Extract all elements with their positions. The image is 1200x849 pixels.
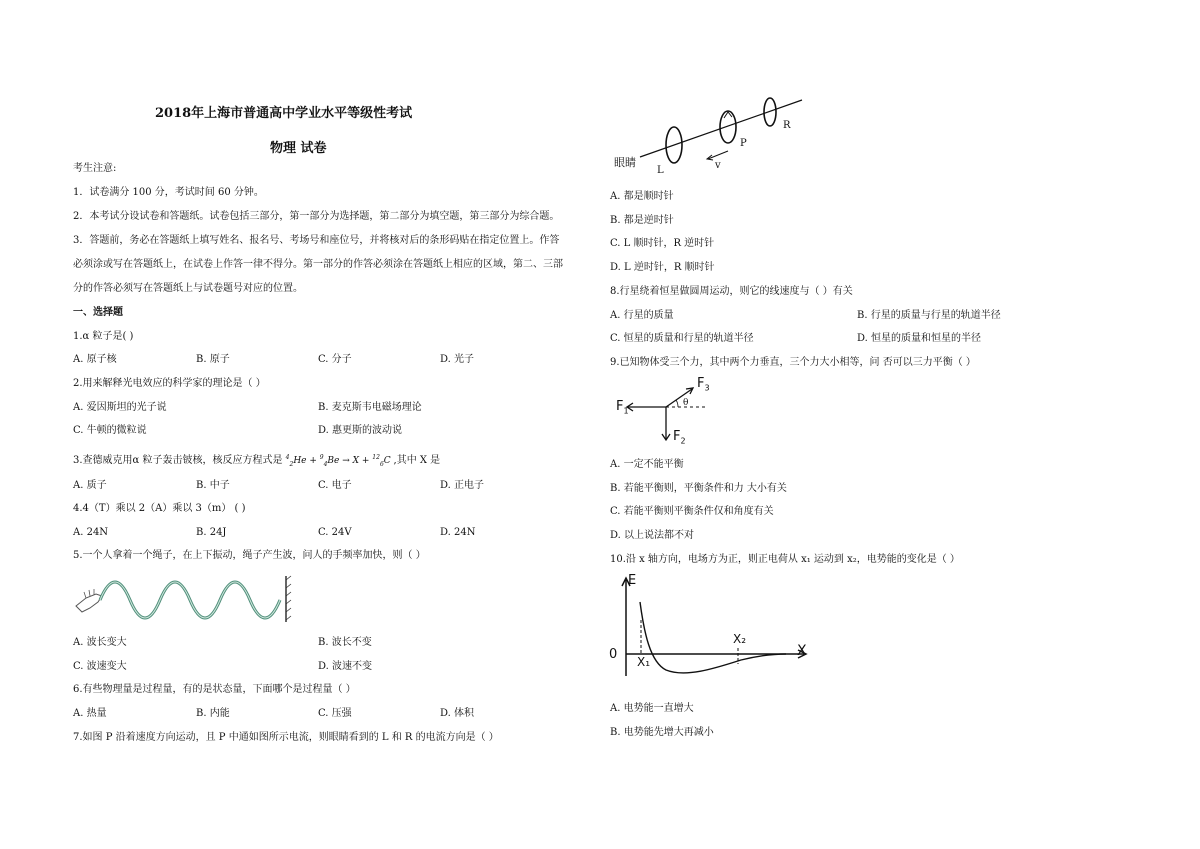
q8-option-c: C. 恒星的质量和行星的轨道半径	[610, 333, 754, 344]
q3-option-b: B. 中子	[196, 480, 230, 491]
q8-option-d: D. 恒星的质量和恒星的半径	[857, 333, 982, 344]
velocity-arrow	[708, 151, 728, 159]
q6-option-a: A. 热量	[73, 708, 107, 719]
exam-subtitle: 物理 试卷	[270, 141, 327, 156]
q9-fig-F2-label: $F_2$	[673, 429, 686, 446]
q10-fig-X-label: X	[797, 643, 807, 659]
q4-option-a: A. 24N	[73, 527, 109, 538]
q1-option-b: B. 原子	[196, 354, 230, 365]
hand-icon	[76, 594, 102, 612]
q8-stem: 8.行星绕着恒星做圆周运动，则它的线速度与（ ）有关	[610, 286, 853, 297]
notice-heading: 考生注意:	[73, 163, 117, 174]
notice-item-2: 2．本考试分设试卷和答题纸。试卷包括三部分，第一部分为选择题，第二部分为填空题，第三部分为综合题。	[73, 211, 560, 222]
q10-stem: 10.沿 x 轴方向，电场方为正，则正电荷从 x₁ 运动到 x₂，电势能的变化是（ ）	[610, 554, 960, 565]
exam-title: 2018年上海市普通高中学业水平等级性考试	[155, 106, 413, 121]
q7-coil-figure	[610, 95, 810, 177]
section-1-heading: 一、选择题	[73, 307, 123, 318]
q2-option-a: A. 爱因斯坦的光子说	[73, 402, 167, 413]
notice-item-3-line-1: 3．答题前，务必在答题纸上填写姓名、报名号、考场号和座位号，并将核对后的条形码贴在指定位置上。作答	[73, 235, 560, 246]
q1-stem: 1.α 粒子是( )	[73, 331, 134, 342]
q6-option-c: C. 压强	[318, 708, 352, 719]
q7-option-d: D. L 逆时针，R 顺时针	[610, 262, 715, 273]
q4-option-c: C. 24V	[318, 527, 352, 538]
q3-option-d: D. 正电子	[440, 480, 485, 491]
q8-option-a: A. 行星的质量	[610, 310, 674, 321]
q4-stem: 4.4（T）乘以 2（A）乘以 3（m） ( )	[73, 503, 246, 514]
q9-option-c: C. 若能平衡则平衡条件仅和角度有关	[610, 506, 774, 517]
notice-item-1: 1．试卷满分 100 分，考试时间 60 分钟。	[73, 187, 264, 198]
q10-fig-X1-label: X₁	[637, 655, 651, 669]
q9-fig-theta-label: θ	[683, 398, 689, 408]
q7-stem: 7.如图 P 沿着速度方向运动，且 P 中通如图所示电流，则眼睛看到的 L 和 R 的电流方向是（ ）	[73, 732, 499, 743]
q9-stem: 9.已知物体受三个力，其中两个力垂直，三个力大小相等，问 否可以三力平衡（ ）	[610, 357, 976, 368]
q7-fig-R-label: R	[783, 120, 791, 131]
q5-option-a: A. 波长变大	[73, 637, 127, 648]
q10-option-a: A. 电势能一直增大	[610, 703, 694, 714]
q9-option-b: B. 若能平衡则，平衡条件和力 大小有关	[610, 483, 787, 494]
q7-fig-v-label: v	[715, 160, 721, 171]
coil-P	[720, 111, 736, 143]
q9-fig-F3-label: $F_3$	[697, 376, 710, 393]
q5-stem: 5.一个人拿着一个绳子，在上下振动，绳子产生波，问人的手频率加快，则（ ）	[73, 550, 426, 561]
q4-option-b: B. 24J	[196, 527, 227, 538]
q3-nuclear-equation: $^4_2$He + $^9_4$Be → X + $^{12}_6$C	[285, 454, 394, 468]
q3-stem-prefix: 3.查德威克用α 粒子轰击铍核，核反应方程式是	[73, 455, 283, 466]
q7-fig-P-label: P	[740, 138, 747, 149]
q1-option-d: D. 光子	[440, 354, 475, 365]
q6-option-d: D. 体积	[440, 708, 475, 719]
q9-option-a: A. 一定不能平衡	[610, 459, 684, 470]
q4-option-d: D. 24N	[440, 527, 476, 538]
coil-R	[764, 98, 776, 126]
q8-option-b: B. 行星的质量与行星的轨道半径	[857, 310, 1001, 321]
q2-option-b: B. 麦克斯韦电磁场理论	[318, 402, 422, 413]
q3-option-a: A. 质子	[73, 480, 107, 491]
q10-fig-E-label: E	[628, 573, 637, 588]
q7-option-b: B. 都是逆时针	[610, 215, 674, 226]
q3-stem-suffix: ,其中 X 是	[393, 455, 441, 466]
energy-curve	[640, 602, 786, 673]
q10-option-b: B. 电势能先增大再减小	[610, 727, 714, 738]
q1-option-c: C. 分子	[318, 354, 352, 365]
q7-option-a: A. 都是顺时针	[610, 191, 674, 202]
q6-stem: 6.有些物理量是过程量，有的是状态量，下面哪个是过程量（ ）	[73, 684, 356, 695]
q3-stem	[73, 452, 440, 471]
q1-option-a: A. 原子核	[73, 354, 117, 365]
q7-option-c: C. L 顺时针，R 逆时针	[610, 238, 715, 249]
notice-item-3-line-3: 分的作答必须写在答题纸上与试卷题号对应的位置。	[73, 283, 303, 294]
angle-arc	[676, 400, 678, 407]
q2-option-d: D. 惠更斯的波动说	[318, 425, 403, 436]
q7-fig-eye-label: 眼睛	[614, 156, 636, 169]
q9-option-d: D. 以上说法都不对	[610, 530, 695, 541]
q6-option-b: B. 内能	[196, 708, 230, 719]
q5-option-c: C. 波速变大	[73, 661, 127, 672]
q10-fig-O-label: 0	[609, 647, 618, 662]
q2-stem: 2.用来解释光电效应的科学家的理论是（ ）	[73, 378, 266, 389]
q2-option-c: C. 牛顿的微粒说	[73, 425, 147, 436]
q5-option-b: B. 波长不变	[318, 637, 372, 648]
q7-fig-L-label: L	[657, 165, 664, 176]
q3-option-c: C. 电子	[318, 480, 352, 491]
q5-option-d: D. 波速不变	[318, 661, 373, 672]
q10-fig-X2-label: X₂	[733, 632, 747, 646]
q5-wave-figure	[72, 572, 294, 624]
q9-fig-F1-label: $F_1$	[616, 399, 629, 416]
notice-item-3-line-2: 必须涂或写在答题纸上，在试卷上作答一律不得分。第一部分的作答必须涂在答题纸上相应的区域，第二、三部	[73, 259, 563, 270]
